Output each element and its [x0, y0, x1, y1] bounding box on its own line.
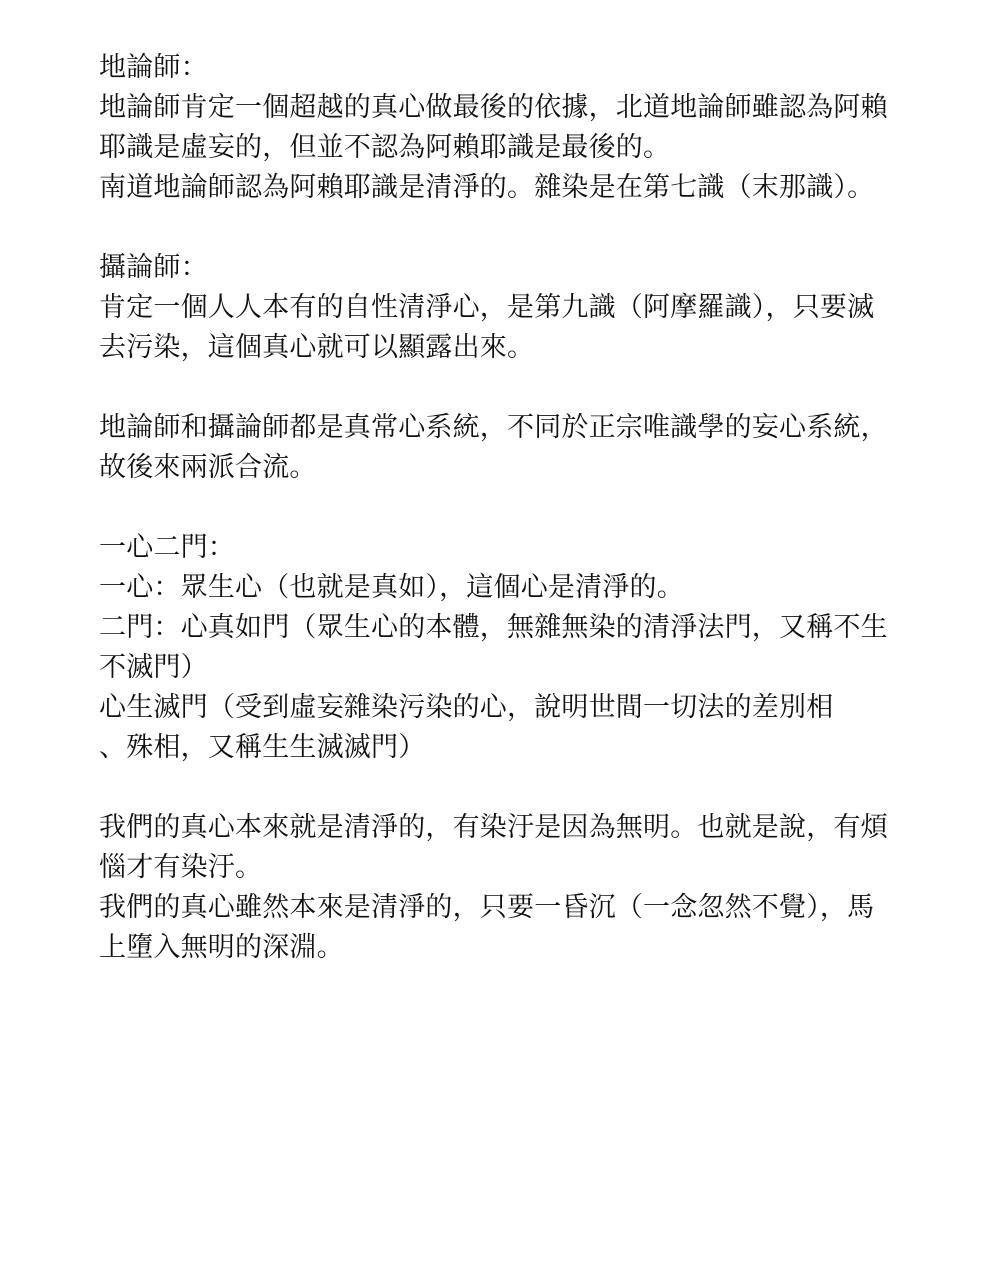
document-body	[99, 48, 939, 968]
section-heading: 一心二門：	[99, 532, 235, 563]
section-dilun	[99, 48, 939, 208]
paragraph-spacer	[99, 208, 939, 248]
paragraph-spacer	[99, 768, 939, 808]
text-line: 我們的真心雖然本來是清淨的，只要一昏沉（一念忽然不覺），馬	[99, 892, 875, 923]
text-line: 我們的真心本來就是清淨的，有染汙是因為無明。也就是說，有煩	[99, 812, 888, 843]
text-line: 耶識是虛妄的，但並不認為阿賴耶識是最後的。	[99, 132, 671, 163]
section-heading: 攝論師：	[99, 252, 208, 283]
section-heading: 地論師：	[99, 52, 208, 83]
text-line: 地論師和攝論師都是真常心系統，不同於正宗唯識學的妄心系統，	[99, 412, 888, 443]
text-line: 上墮入無明的深淵。	[99, 932, 344, 963]
text-line: 一心：眾生心（也就是真如），這個心是清淨的。	[99, 572, 684, 603]
text-line: 二門：心真如門（眾生心的本體，無雜無染的清淨法門，又稱不生	[99, 612, 888, 643]
text-line: 心生滅門（受到虛妄雜染污染的心，說明世間一切法的差別相	[99, 692, 834, 723]
text-line: 肯定一個人人本有的自性清淨心，是第九識（阿摩羅識），只要滅	[99, 292, 875, 323]
paragraph-spacer	[99, 368, 939, 408]
section-one-mind-two-gates	[99, 528, 939, 768]
paragraph-spacer	[99, 488, 939, 528]
text-line: 南道地論師認為阿賴耶識是清淨的。雜染是在第七識（末那識）。	[99, 172, 875, 203]
text-line: 、殊相，又稱生生滅滅門）	[99, 732, 426, 763]
section-shelun	[99, 248, 939, 368]
text-line: 惱才有染汙。	[99, 852, 263, 883]
text-line: 不滅門）	[99, 652, 208, 683]
section-merge	[99, 408, 939, 488]
text-line: 故後來兩派合流。	[99, 452, 317, 483]
section-true-mind	[99, 808, 939, 968]
text-line: 地論師肯定一個超越的真心做最後的依據，北道地論師雖認為阿賴	[99, 92, 888, 123]
text-line: 去污染，這個真心就可以顯露出來。	[99, 332, 535, 363]
